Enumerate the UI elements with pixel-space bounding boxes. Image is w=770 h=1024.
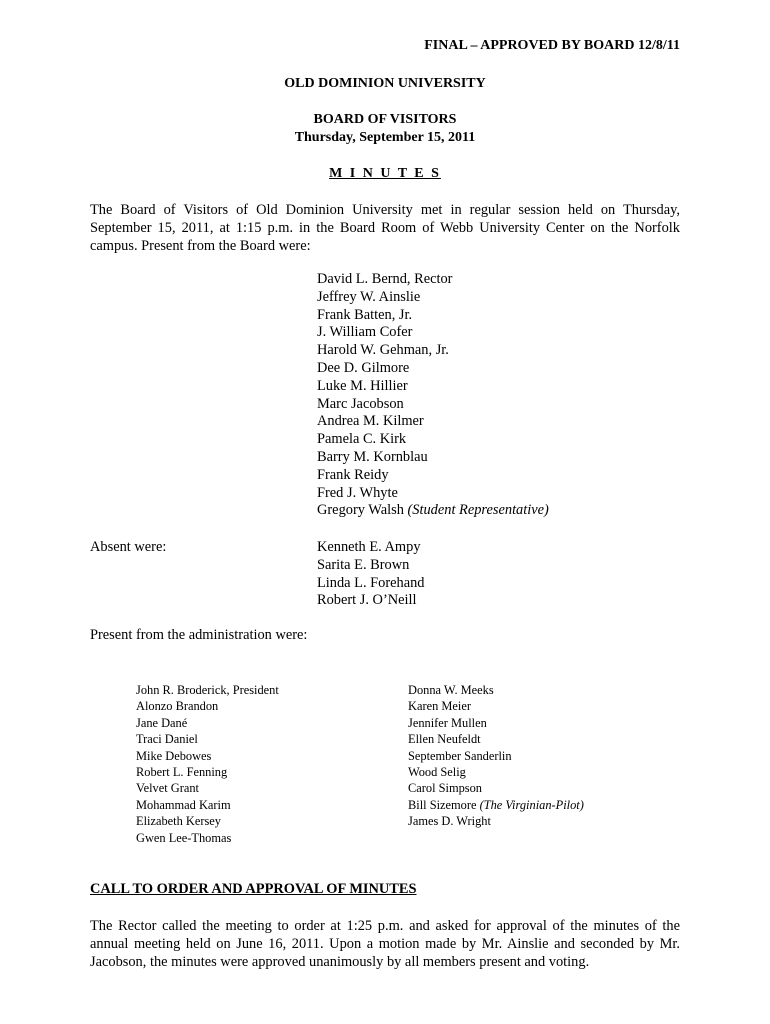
- list-item: Karen Meier: [408, 699, 471, 714]
- list-item: Gwen Lee-Thomas: [136, 830, 232, 845]
- list-item: Andrea M. Kilmer: [317, 413, 424, 430]
- list-item: Sarita E. Brown: [317, 556, 410, 573]
- list-item: Kenneth E. Ampy: [317, 539, 421, 555]
- list-item: Frank Reidy: [317, 466, 389, 483]
- intro-paragraph: The Board of Visitors of Old Dominion University met in regular session held on Thursday, September 15, 2011, at 1:15 p.m. in the Board Room of Webb University Center on the Norfolk campus. Present from the Board were:: [90, 202, 680, 254]
- absent-label: Absent were:: [90, 539, 167, 555]
- list-item: Jennifer Mullen: [408, 715, 487, 730]
- list-item: Gregory Walsh (Student Representative): [317, 502, 549, 519]
- list-item: Robert J. O’Neill: [317, 592, 417, 609]
- approval-status: FINAL – APPROVED BY BOARD 12/8/11: [424, 38, 680, 53]
- list-item: Jane Dané: [136, 715, 188, 730]
- call-to-order-heading: CALL TO ORDER AND APPROVAL OF MINUTES: [90, 881, 417, 897]
- minutes-title: M I N U T E S: [329, 166, 441, 181]
- board-name: BOARD OF VISITORS: [313, 112, 457, 127]
- list-item: Mohammad Karim: [136, 797, 231, 812]
- list-item: Marc Jacobson: [317, 395, 404, 412]
- list-item: Dee D. Gilmore: [317, 359, 410, 376]
- list-item: Pamela C. Kirk: [317, 431, 407, 448]
- list-item: Carol Simpson: [408, 781, 483, 796]
- list-item: J. William Cofer: [317, 324, 413, 341]
- list-item: Fred J. Whyte: [317, 484, 398, 501]
- list-item: Traci Daniel: [136, 732, 198, 747]
- list-item: September Sanderlin: [408, 748, 512, 763]
- list-item: Frank Batten, Jr.: [317, 306, 413, 323]
- administration-list-left: [136, 682, 279, 846]
- list-item: Bill Sizemore (The Virginian-Pilot): [408, 797, 584, 812]
- list-item: Wood Selig: [408, 765, 466, 780]
- list-item: Ellen Neufeldt: [408, 732, 481, 747]
- list-item: Linda L. Forehand: [317, 574, 425, 591]
- list-item: Harold W. Gehman, Jr.: [317, 342, 449, 359]
- list-item: Robert L. Fenning: [136, 765, 228, 780]
- administration-list-right: [408, 682, 584, 830]
- administration-label: Present from the administration were:: [90, 627, 308, 643]
- list-item: Barry M. Kornblau: [317, 448, 428, 465]
- list-item: Velvet Grant: [136, 781, 199, 796]
- list-item: David L. Bernd, Rector: [317, 271, 453, 287]
- list-item: Donna W. Meeks: [408, 683, 494, 697]
- absent-members-list: [317, 539, 425, 610]
- university-name: OLD DOMINION UNIVERSITY: [284, 76, 486, 91]
- present-members-list: [317, 271, 549, 520]
- list-item: Jeffrey W. Ainslie: [317, 288, 421, 305]
- call-to-order-paragraph: The Rector called the meeting to order at 1:25 p.m. and asked for approval of the minutes of the annual meeting held on June 16, 2011. Upon a motion made by Mr. Ainslie and seconded by Mr. Jacobson, the minutes were approved unanimously by all members present and voting.: [90, 918, 680, 970]
- list-item: Elizabeth Kersey: [136, 814, 221, 829]
- meeting-date: Thursday, September 15, 2011: [294, 130, 476, 145]
- list-item: Alonzo Brandon: [136, 699, 219, 714]
- list-item: Mike Debowes: [136, 748, 212, 763]
- list-item: Luke M. Hillier: [317, 377, 408, 394]
- list-item: James D. Wright: [408, 814, 491, 829]
- list-item: John R. Broderick, President: [136, 683, 279, 697]
